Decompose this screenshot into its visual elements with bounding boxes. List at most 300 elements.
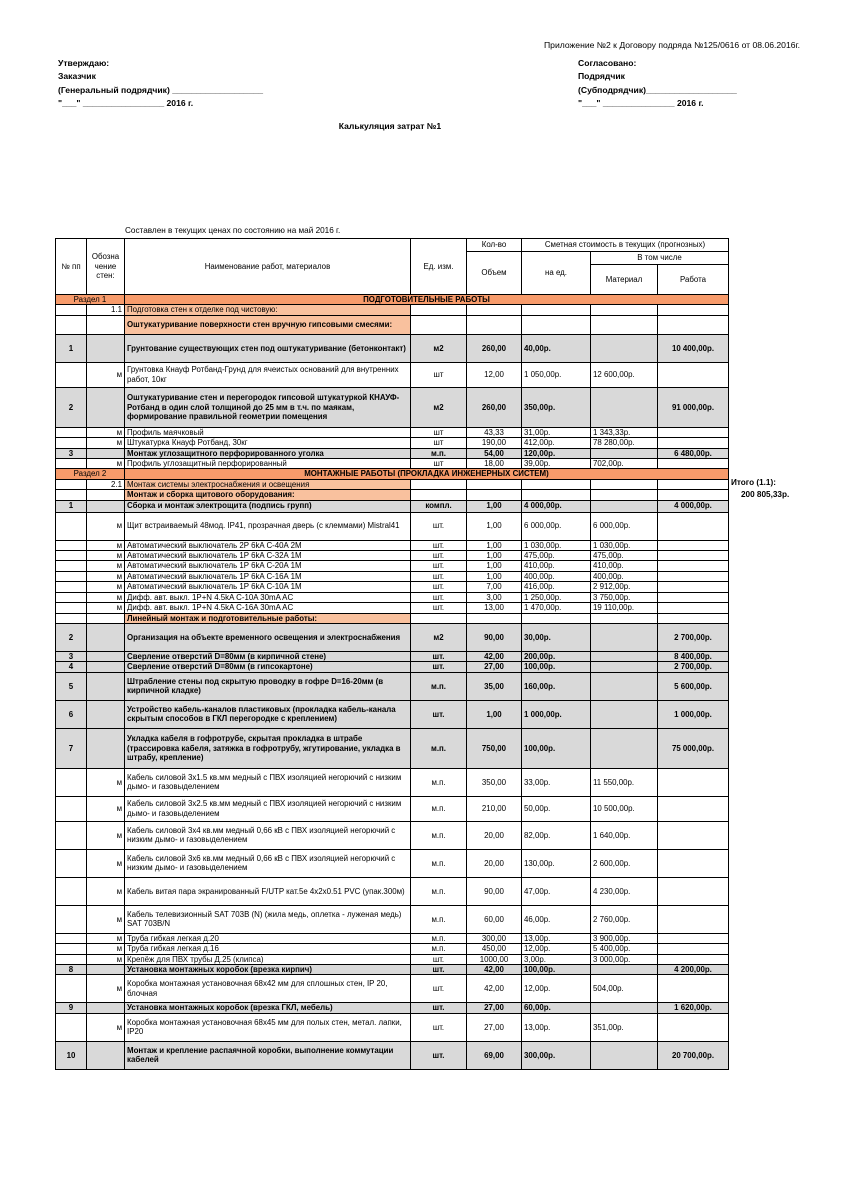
work-name: Сверление отверстий D=80мм (в кирпичной стене) <box>125 651 411 661</box>
header-mark: Обозна чение стен: <box>87 239 125 295</box>
material-row <box>56 459 729 469</box>
material-cell: 2 760,00р. <box>591 905 658 933</box>
price-cell: 60,00р. <box>522 1003 591 1013</box>
approval-title: Утверждаю: <box>58 58 110 68</box>
material-row <box>56 582 729 592</box>
work-cell <box>658 768 729 796</box>
volume-cell: 27,00 <box>467 662 522 672</box>
mark-cell <box>87 387 125 427</box>
volume-cell <box>467 315 522 334</box>
row-number: 4 <box>56 662 87 672</box>
material-name: Кабель силовой 3х4 кв.мм медный 0,66 кВ с ПВХ изоляцией негорючий с низким дымо- и газовыделением <box>125 821 411 849</box>
unit-cell: м.п. <box>411 877 467 905</box>
header-name: Наименование работ, материалов <box>125 239 411 295</box>
unit-cell: шт. <box>411 964 467 974</box>
work-cell <box>658 540 729 550</box>
price-cell: 1 470,00р. <box>522 603 591 613</box>
price-cell <box>522 490 591 500</box>
work-cell: 2 700,00р. <box>658 623 729 651</box>
approval-role: Заказчик <box>58 71 96 82</box>
header-per-unit: на ед. <box>522 252 591 295</box>
work-cell <box>658 551 729 561</box>
material-cell: 2 600,00р. <box>591 849 658 877</box>
num-cell <box>56 603 87 613</box>
work-row <box>56 623 729 651</box>
unit-cell: м.п. <box>411 672 467 700</box>
mark-cell: м <box>87 877 125 905</box>
price-cell: 13,00р. <box>522 933 591 943</box>
mark-cell: м <box>87 362 125 387</box>
material-row <box>56 561 729 571</box>
price-cell: 160,00р. <box>522 672 591 700</box>
material-cell <box>591 387 658 427</box>
work-cell: 91 000,00р. <box>658 387 729 427</box>
price-cell: 12,00р. <box>522 944 591 954</box>
work-cell <box>658 479 729 489</box>
price-cell: 13,00р. <box>522 1013 591 1041</box>
material-name: Дифф. авт. выкл. 1P+N 4.5kA C-16A 30mA AC <box>125 603 411 613</box>
volume-cell: 1,00 <box>467 500 522 512</box>
prices-note: Составлен в текущих ценах по состоянию на май 2016 г. <box>125 226 341 235</box>
unit-cell: м.п. <box>411 849 467 877</box>
annex-reference: Приложение №2 к Договору подряда №125/0616 от 08.06.2016г. <box>544 40 800 50</box>
work-cell <box>658 933 729 943</box>
row-number: 3 <box>56 651 87 661</box>
unit-cell: м.п. <box>411 944 467 954</box>
agreement-date-line: "___" _______________ 2016 г. <box>578 98 704 109</box>
work-cell <box>658 512 729 540</box>
material-row <box>56 975 729 1003</box>
work-row <box>56 448 729 458</box>
material-cell <box>591 315 658 334</box>
unit-cell <box>411 479 467 489</box>
volume-cell: 42,00 <box>467 975 522 1003</box>
price-cell: 120,00р. <box>522 448 591 458</box>
row-number: 2 <box>56 387 87 427</box>
mark-cell: м <box>87 438 125 448</box>
price-cell <box>522 315 591 334</box>
unit-cell: шт <box>411 438 467 448</box>
work-name: Сборка и монтаж электрощита (подпись групп) <box>125 500 411 512</box>
material-cell: 3 900,00р. <box>591 933 658 943</box>
volume-cell: 7,00 <box>467 582 522 592</box>
material-cell: 3 750,00р. <box>591 592 658 602</box>
material-cell <box>591 479 658 489</box>
num-cell <box>56 905 87 933</box>
unit-cell: шт <box>411 459 467 469</box>
mark-cell: м <box>87 768 125 796</box>
material-name: Кабель силовой 3х6 кв.мм медный 0,66 кВ с ПВХ изоляцией негорючий с низким дымо- и газовыделением <box>125 849 411 877</box>
price-cell: 130,00р. <box>522 849 591 877</box>
material-row <box>56 877 729 905</box>
price-cell: 416,00р. <box>522 582 591 592</box>
row-number: 10 <box>56 1041 87 1069</box>
price-cell: 100,00р. <box>522 964 591 974</box>
unit-cell: шт. <box>411 512 467 540</box>
material-cell: 3 000,00р. <box>591 954 658 964</box>
material-name: Дифф. авт. выкл. 1P+N 4.5kA C-10A 30mA AC <box>125 592 411 602</box>
num-cell <box>56 796 87 821</box>
material-name: Профиль маячковый <box>125 427 411 437</box>
work-name: Сверление отверстий D=80мм (в гипсокартоне) <box>125 662 411 672</box>
work-cell: 2 700,00р. <box>658 662 729 672</box>
mark-cell: м <box>87 933 125 943</box>
work-name: Установка монтажных коробок (врезка ГКЛ, мебель) <box>125 1003 411 1013</box>
material-cell: 11 550,00р. <box>591 768 658 796</box>
material-cell <box>591 662 658 672</box>
material-name: Кабель силовой 3х2.5 кв.мм медный с ПВХ изоляцией негорючий с низким дымо- и газовыделением <box>125 796 411 821</box>
work-row <box>56 700 729 728</box>
unit-cell: шт. <box>411 975 467 1003</box>
work-cell <box>658 603 729 613</box>
material-cell: 400,00р. <box>591 571 658 581</box>
price-cell: 3,00р. <box>522 954 591 964</box>
material-cell <box>591 613 658 623</box>
unit-cell: м.п. <box>411 821 467 849</box>
row-number: 5 <box>56 672 87 700</box>
mark-cell: м <box>87 592 125 602</box>
header-unit: Ед. изм. <box>411 239 467 295</box>
material-name: Кабель витая пара экранированный F/UTP кат.5е 4х2х0.51 PVC (упак.300м) <box>125 877 411 905</box>
num-cell <box>56 821 87 849</box>
volume-cell: 3,00 <box>467 592 522 602</box>
material-name: Коробка монтажная установочная 68х45 мм для полых стен, метал. лапки, IP20 <box>125 1013 411 1041</box>
work-cell: 4 200,00р. <box>658 964 729 974</box>
mark-cell <box>87 700 125 728</box>
price-cell: 39,00р. <box>522 459 591 469</box>
work-row <box>56 662 729 672</box>
mark-cell: м <box>87 849 125 877</box>
volume-cell: 300,00 <box>467 933 522 943</box>
material-name: Автоматический выключатель 2P 6kA C-40A 2M <box>125 540 411 550</box>
material-row <box>56 551 729 561</box>
work-row <box>56 334 729 362</box>
work-cell: 75 000,00р. <box>658 728 729 768</box>
work-cell <box>658 592 729 602</box>
volume-cell <box>467 305 522 315</box>
volume-cell: 12,00 <box>467 362 522 387</box>
volume-cell: 1,00 <box>467 512 522 540</box>
header-row <box>56 239 729 252</box>
subsection-title: Монтаж системы электроснабжения и освещения <box>125 479 411 489</box>
mark-cell: м <box>87 821 125 849</box>
unit-cell: м.п. <box>411 768 467 796</box>
material-cell: 2 912,00р. <box>591 582 658 592</box>
work-cell <box>658 975 729 1003</box>
unit-cell: м2 <box>411 623 467 651</box>
material-cell <box>591 490 658 500</box>
price-cell: 400,00р. <box>522 571 591 581</box>
unit-cell <box>411 613 467 623</box>
price-cell: 350,00р. <box>522 387 591 427</box>
num-cell <box>56 613 87 623</box>
material-name: Кабель силовой 3х1.5 кв.мм медный с ПВХ изоляцией негорючий с низким дымо- и газовыделением <box>125 768 411 796</box>
material-name: Кабель телевизионный SAT 703B (N) (жила медь, оплетка - луженая медь) SAT 703B/N <box>125 905 411 933</box>
volume-cell: 60,00 <box>467 905 522 933</box>
work-cell <box>658 954 729 964</box>
row-number: 9 <box>56 1003 87 1013</box>
price-cell: 31,00р. <box>522 427 591 437</box>
work-cell <box>658 438 729 448</box>
num-cell <box>56 305 87 315</box>
volume-cell: 20,00 <box>467 821 522 849</box>
work-cell: 8 400,00р. <box>658 651 729 661</box>
volume-cell: 750,00 <box>467 728 522 768</box>
material-cell: 1 640,00р. <box>591 821 658 849</box>
material-cell <box>591 1041 658 1069</box>
material-cell <box>591 1003 658 1013</box>
material-cell: 1 343,33р. <box>591 427 658 437</box>
material-name: Крепёж для ПВХ трубы Д.25 (клипса) <box>125 954 411 964</box>
unit-cell: шт <box>411 362 467 387</box>
material-cell: 10 500,00р. <box>591 796 658 821</box>
volume-cell: 350,00 <box>467 768 522 796</box>
volume-cell: 13,00 <box>467 603 522 613</box>
mark-cell <box>87 613 125 623</box>
row-number: 2 <box>56 623 87 651</box>
volume-cell: 1,00 <box>467 540 522 550</box>
price-cell: 6 000,00р. <box>522 512 591 540</box>
work-name: Штрабление стены под скрытую проводку в гофре D=16-20мм (в кирпичной кладке) <box>125 672 411 700</box>
material-row <box>56 438 729 448</box>
material-row <box>56 944 729 954</box>
mark-cell: м <box>87 540 125 550</box>
volume-cell: 190,00 <box>467 438 522 448</box>
num-cell <box>56 540 87 550</box>
work-cell: 6 480,00р. <box>658 448 729 458</box>
mark-cell <box>87 1003 125 1013</box>
price-cell: 412,00р. <box>522 438 591 448</box>
work-name: Укладка кабеля в гофротрубе, скрытая прокладка в штрабе (трассировка кабеля, затяжка в гофротрубу, жгутирование, укладка в штрабу, крепление) <box>125 728 411 768</box>
mark-cell: м <box>87 459 125 469</box>
unit-cell: шт. <box>411 592 467 602</box>
num-cell <box>56 438 87 448</box>
unit-cell <box>411 305 467 315</box>
unit-cell: м.п. <box>411 905 467 933</box>
material-cell: 351,00р. <box>591 1013 658 1041</box>
material-name: Автоматический выключатель 1P 6kA C-10A 1M <box>125 582 411 592</box>
material-cell: 12 600,00р. <box>591 362 658 387</box>
material-cell: 702,00р. <box>591 459 658 469</box>
material-row <box>56 540 729 550</box>
price-cell: 47,00р. <box>522 877 591 905</box>
price-cell <box>522 305 591 315</box>
price-cell: 30,00р. <box>522 623 591 651</box>
mark-cell <box>87 490 125 500</box>
row-number: 1 <box>56 500 87 512</box>
material-cell: 410,00р. <box>591 561 658 571</box>
num-cell <box>56 975 87 1003</box>
volume-cell <box>467 479 522 489</box>
group-title: Оштукатуривание поверхности стен вручную гипсовыми смесями: <box>125 315 411 334</box>
num-cell <box>56 362 87 387</box>
work-name: Устройство кабель-каналов пластиковых (прокладка кабель-канала скрытым способов в ГКЛ перегородке с креплением) <box>125 700 411 728</box>
material-name: Профиль углозащитный перфорированный <box>125 459 411 469</box>
material-name: Коробка монтажная установочная 68х42 мм для сплошных стен, IP 20, блочная <box>125 975 411 1003</box>
material-cell: 475,00р. <box>591 551 658 561</box>
volume-cell <box>467 490 522 500</box>
volume-cell: 35,00 <box>467 672 522 700</box>
mark-cell: м <box>87 954 125 964</box>
row-number: 8 <box>56 964 87 974</box>
material-cell <box>591 334 658 362</box>
price-cell: 410,00р. <box>522 561 591 571</box>
mark-cell: м <box>87 571 125 581</box>
row-number: 1 <box>56 334 87 362</box>
volume-cell: 20,00 <box>467 849 522 877</box>
group-row <box>56 490 729 500</box>
material-row <box>56 603 729 613</box>
num-cell <box>56 561 87 571</box>
unit-cell: шт. <box>411 551 467 561</box>
num-cell <box>56 315 87 334</box>
mark-cell: м <box>87 582 125 592</box>
mark-cell <box>87 662 125 672</box>
mark-cell <box>87 315 125 334</box>
mark-cell <box>87 500 125 512</box>
num-cell <box>56 551 87 561</box>
header-work: Работа <box>658 265 729 295</box>
volume-cell: 27,00 <box>467 1003 522 1013</box>
total-value: 200 805,33р. <box>741 490 790 499</box>
price-cell <box>522 613 591 623</box>
volume-cell: 54,00 <box>467 448 522 458</box>
material-cell <box>591 651 658 661</box>
material-row <box>56 427 729 437</box>
cost-calculation-table <box>55 238 729 1070</box>
mark-cell <box>87 448 125 458</box>
work-row <box>56 1003 729 1013</box>
work-row <box>56 500 729 512</box>
material-name: Щит встраиваемый 48мод. IP41, прозрачная дверь (с клеммами) Mistral41 <box>125 512 411 540</box>
num-cell <box>56 592 87 602</box>
material-cell <box>591 500 658 512</box>
unit-cell: шт. <box>411 954 467 964</box>
num-cell <box>56 459 87 469</box>
material-cell: 19 110,00р. <box>591 603 658 613</box>
mark-cell <box>87 334 125 362</box>
volume-cell: 69,00 <box>467 1041 522 1069</box>
num-cell <box>56 849 87 877</box>
material-cell <box>591 623 658 651</box>
volume-cell: 260,00 <box>467 334 522 362</box>
unit-cell: шт. <box>411 651 467 661</box>
material-cell <box>591 448 658 458</box>
mark-cell: м <box>87 975 125 1003</box>
price-cell: 50,00р. <box>522 796 591 821</box>
num-cell <box>56 490 87 500</box>
num-cell <box>56 571 87 581</box>
material-row <box>56 849 729 877</box>
material-row <box>56 821 729 849</box>
work-row <box>56 728 729 768</box>
unit-cell: шт. <box>411 1041 467 1069</box>
price-cell: 200,00р. <box>522 651 591 661</box>
mark-cell: м <box>87 512 125 540</box>
work-cell <box>658 796 729 821</box>
material-cell: 4 230,00р. <box>591 877 658 905</box>
unit-cell: м.п. <box>411 448 467 458</box>
material-row <box>56 933 729 943</box>
header-num: № пп <box>56 239 87 295</box>
num-cell <box>56 954 87 964</box>
agreement-role: Подрядчик <box>578 71 625 82</box>
price-cell: 100,00р. <box>522 728 591 768</box>
num-cell <box>56 427 87 437</box>
material-name: Автоматический выключатель 1P 6kA C-20A 1M <box>125 561 411 571</box>
price-cell: 4 000,00р. <box>522 500 591 512</box>
num-cell <box>56 944 87 954</box>
work-cell: 10 400,00р. <box>658 334 729 362</box>
agreement-block <box>578 57 737 111</box>
work-cell <box>658 490 729 500</box>
volume-cell: 1,00 <box>467 561 522 571</box>
unit-cell <box>411 490 467 500</box>
volume-cell: 90,00 <box>467 877 522 905</box>
work-row <box>56 387 729 427</box>
work-name: Установка монтажных коробок (врезка кирпич) <box>125 964 411 974</box>
mark-cell: м <box>87 905 125 933</box>
price-cell: 1 050,00р. <box>522 362 591 387</box>
work-cell <box>658 315 729 334</box>
material-cell: 5 400,00р. <box>591 944 658 954</box>
material-cell <box>591 700 658 728</box>
row-number: 7 <box>56 728 87 768</box>
price-cell: 300,00р. <box>522 1041 591 1069</box>
volume-cell: 18,00 <box>467 459 522 469</box>
work-cell <box>658 944 729 954</box>
work-cell <box>658 362 729 387</box>
unit-cell: шт <box>411 427 467 437</box>
work-cell <box>658 582 729 592</box>
num-cell <box>56 512 87 540</box>
num-cell <box>56 1013 87 1041</box>
header-qty-group: Кол-во <box>467 239 522 252</box>
volume-cell: 210,00 <box>467 796 522 821</box>
unit-cell: шт. <box>411 540 467 550</box>
material-row <box>56 512 729 540</box>
mark-cell: м <box>87 561 125 571</box>
section-number: Раздел 2 <box>56 469 125 479</box>
volume-cell: 42,00 <box>467 964 522 974</box>
work-row <box>56 651 729 661</box>
material-row <box>56 1013 729 1041</box>
document-title: Калькуляция затрат №1 <box>338 121 442 131</box>
subsection-number: 2.1 <box>87 479 125 489</box>
material-row <box>56 796 729 821</box>
work-cell <box>658 905 729 933</box>
volume-cell: 450,00 <box>467 944 522 954</box>
approval-block <box>58 57 263 111</box>
mark-cell <box>87 964 125 974</box>
mark-cell: м <box>87 551 125 561</box>
work-name: Оштукатуривание стен и перегородок гипсовой штукатуркой КНАУФ-Ротбанд в один слой толщиной до 25 мм в т.ч. по маякам, формирование правильной геометрии помещения <box>125 387 411 427</box>
row-number: 3 <box>56 448 87 458</box>
unit-cell: м2 <box>411 334 467 362</box>
header-including: В том числе <box>591 252 729 265</box>
unit-cell: шт. <box>411 662 467 672</box>
section-title: ПОДГОТОВИТЕЛЬНЫЕ РАБОТЫ <box>125 295 729 305</box>
work-cell <box>658 459 729 469</box>
material-name: Автоматический выключатель 1P 6kA C-16A 1M <box>125 571 411 581</box>
unit-cell: шт. <box>411 1013 467 1041</box>
material-cell <box>591 964 658 974</box>
price-cell: 100,00р. <box>522 662 591 672</box>
unit-cell: шт. <box>411 603 467 613</box>
material-name: Автоматический выключатель 1P 6kA C-32A 1M <box>125 551 411 561</box>
work-cell <box>658 305 729 315</box>
work-row <box>56 964 729 974</box>
